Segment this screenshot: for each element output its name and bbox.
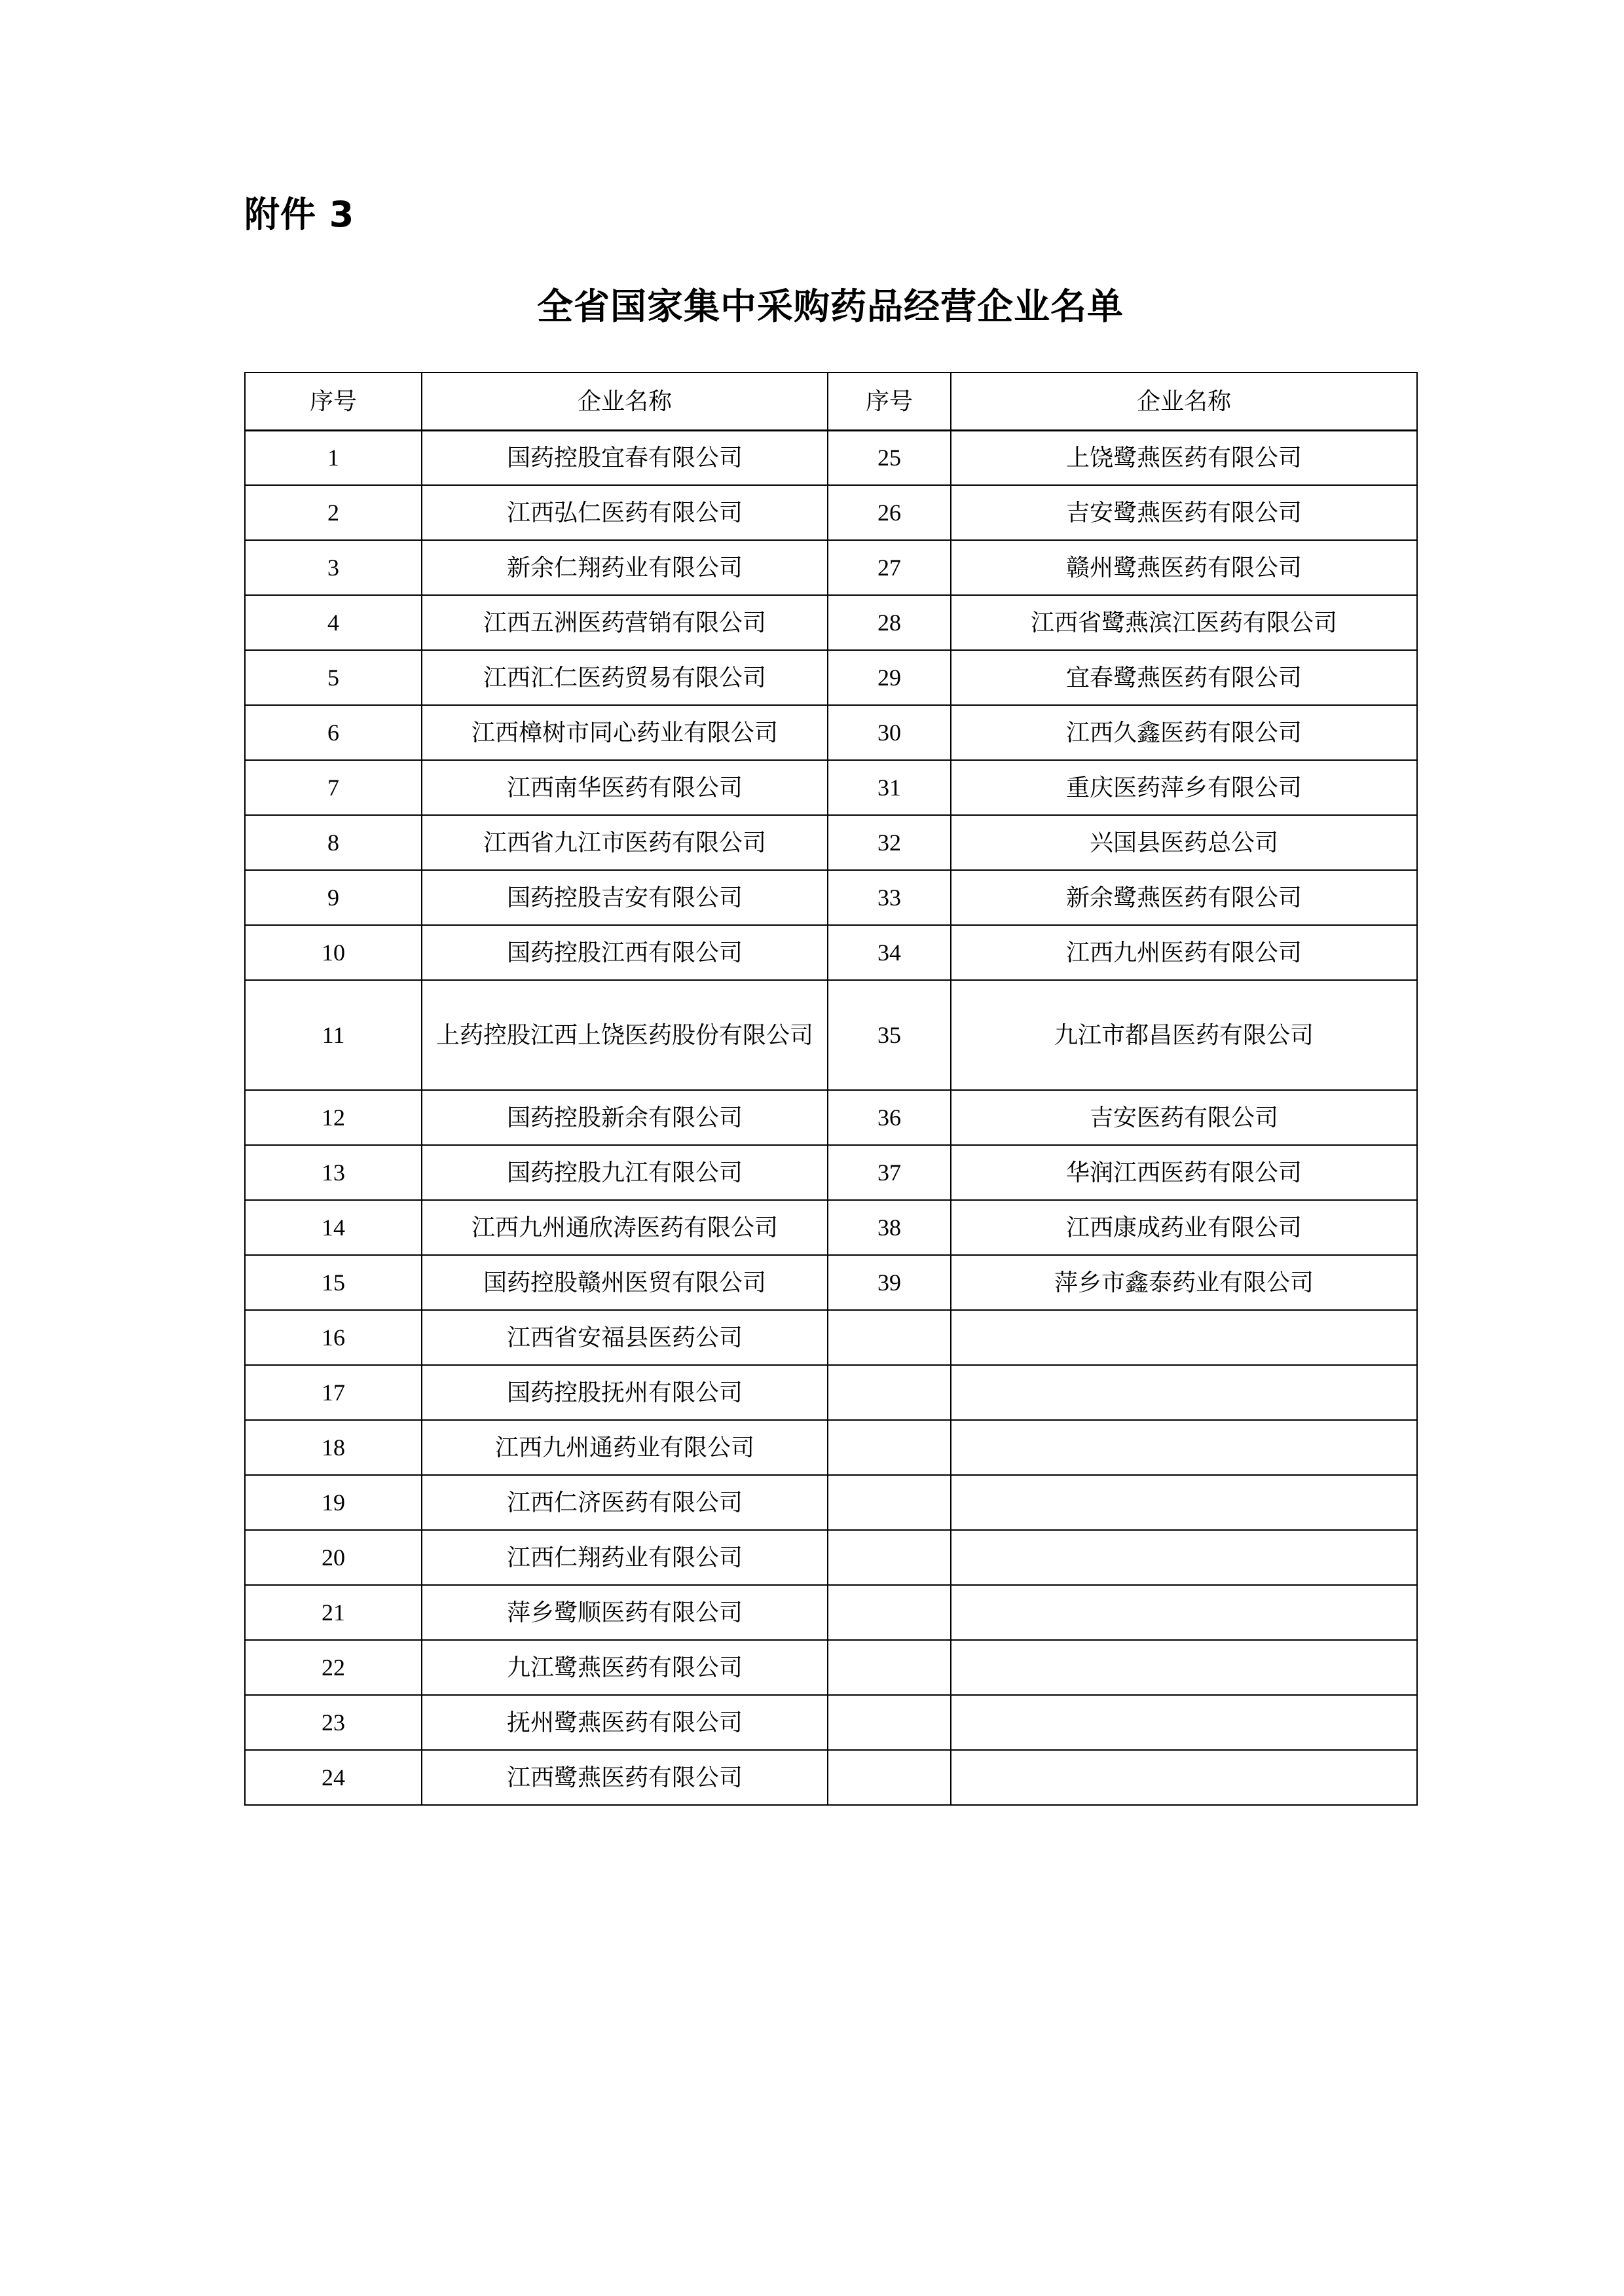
cell-no-left: 3 bbox=[245, 540, 422, 595]
table-row bbox=[245, 1310, 1417, 1365]
cell-no-left: 11 bbox=[245, 980, 422, 1090]
table-row bbox=[245, 925, 1417, 980]
cell-name-left: 江西五洲医药营销有限公司 bbox=[422, 595, 828, 650]
cell-name-left: 江西鹭燕医药有限公司 bbox=[422, 1750, 828, 1805]
cell-no-left: 10 bbox=[245, 925, 422, 980]
cell-name-right: 宜春鹭燕医药有限公司 bbox=[951, 650, 1417, 705]
column-header-name-right: 企业名称 bbox=[951, 373, 1417, 430]
cell-no-left: 22 bbox=[245, 1640, 422, 1695]
cell-name-right: 江西省鹭燕滨江医药有限公司 bbox=[951, 595, 1417, 650]
cell-no-right bbox=[828, 1365, 951, 1420]
cell-no-right: 32 bbox=[828, 815, 951, 870]
table-row bbox=[245, 1420, 1417, 1475]
cell-no-right: 33 bbox=[828, 870, 951, 925]
cell-name-left: 江西省安福县医药公司 bbox=[422, 1310, 828, 1365]
cell-no-right: 27 bbox=[828, 540, 951, 595]
cell-name-left: 江西省九江市医药有限公司 bbox=[422, 815, 828, 870]
cell-no-right bbox=[828, 1420, 951, 1475]
cell-name-right: 九江市都昌医药有限公司 bbox=[951, 980, 1417, 1090]
table-row bbox=[245, 815, 1417, 870]
cell-name-left: 国药控股宜春有限公司 bbox=[422, 430, 828, 485]
cell-no-left: 17 bbox=[245, 1365, 422, 1420]
enterprise-table bbox=[244, 372, 1418, 1806]
cell-name-left: 国药控股抚州有限公司 bbox=[422, 1365, 828, 1420]
cell-no-left: 13 bbox=[245, 1145, 422, 1200]
cell-no-left: 14 bbox=[245, 1200, 422, 1255]
cell-name-left: 江西汇仁医药贸易有限公司 bbox=[422, 650, 828, 705]
column-header-no-right: 序号 bbox=[828, 373, 951, 430]
cell-name-left: 江西南华医药有限公司 bbox=[422, 760, 828, 815]
cell-no-left: 20 bbox=[245, 1530, 422, 1585]
cell-name-right: 江西康成药业有限公司 bbox=[951, 1200, 1417, 1255]
cell-name-right bbox=[951, 1640, 1417, 1695]
cell-name-left: 上药控股江西上饶医药股份有限公司 bbox=[422, 980, 828, 1090]
cell-name-left: 江西仁翔药业有限公司 bbox=[422, 1530, 828, 1585]
cell-no-left: 6 bbox=[245, 705, 422, 760]
cell-no-left: 12 bbox=[245, 1090, 422, 1145]
table-body bbox=[245, 430, 1417, 1805]
cell-no-left: 5 bbox=[245, 650, 422, 705]
table-row bbox=[245, 870, 1417, 925]
cell-no-left: 15 bbox=[245, 1255, 422, 1310]
cell-name-right bbox=[951, 1475, 1417, 1530]
cell-name-right bbox=[951, 1695, 1417, 1750]
cell-name-left: 国药控股九江有限公司 bbox=[422, 1145, 828, 1200]
cell-name-left: 萍乡鹭顺医药有限公司 bbox=[422, 1585, 828, 1640]
cell-name-right: 吉安医药有限公司 bbox=[951, 1090, 1417, 1145]
cell-no-right: 39 bbox=[828, 1255, 951, 1310]
attachment-label: 附件 3 bbox=[244, 194, 355, 235]
cell-no-right: 36 bbox=[828, 1090, 951, 1145]
cell-name-right: 江西久鑫医药有限公司 bbox=[951, 705, 1417, 760]
cell-no-right bbox=[828, 1475, 951, 1530]
cell-name-right: 兴国县医药总公司 bbox=[951, 815, 1417, 870]
cell-name-right bbox=[951, 1420, 1417, 1475]
cell-no-right bbox=[828, 1585, 951, 1640]
table-row bbox=[245, 1530, 1417, 1585]
cell-no-right: 29 bbox=[828, 650, 951, 705]
cell-no-left: 9 bbox=[245, 870, 422, 925]
cell-no-right bbox=[828, 1530, 951, 1585]
cell-no-right: 28 bbox=[828, 595, 951, 650]
cell-no-left: 8 bbox=[245, 815, 422, 870]
cell-no-right bbox=[828, 1310, 951, 1365]
cell-name-left: 国药控股吉安有限公司 bbox=[422, 870, 828, 925]
cell-name-right bbox=[951, 1530, 1417, 1585]
table-row bbox=[245, 1200, 1417, 1255]
enterprise-table-container bbox=[244, 372, 1416, 1806]
cell-name-left: 九江鹭燕医药有限公司 bbox=[422, 1640, 828, 1695]
cell-no-left: 4 bbox=[245, 595, 422, 650]
cell-name-right bbox=[951, 1365, 1417, 1420]
cell-no-left: 21 bbox=[245, 1585, 422, 1640]
table-row bbox=[245, 705, 1417, 760]
table-row bbox=[245, 980, 1417, 1090]
table-row bbox=[245, 650, 1417, 705]
cell-name-right: 重庆医药萍乡有限公司 bbox=[951, 760, 1417, 815]
cell-no-right: 37 bbox=[828, 1145, 951, 1200]
cell-name-right bbox=[951, 1310, 1417, 1365]
cell-no-right bbox=[828, 1695, 951, 1750]
cell-name-left: 江西九州通欣涛医药有限公司 bbox=[422, 1200, 828, 1255]
column-header-name-left: 企业名称 bbox=[422, 373, 828, 430]
cell-no-left: 23 bbox=[245, 1695, 422, 1750]
cell-no-right: 34 bbox=[828, 925, 951, 980]
cell-no-right bbox=[828, 1640, 951, 1695]
cell-name-right: 江西九州医药有限公司 bbox=[951, 925, 1417, 980]
table-row bbox=[245, 1475, 1417, 1530]
table-row bbox=[245, 485, 1417, 540]
page-title: 全省国家集中采购药品经营企业名单 bbox=[536, 285, 1124, 327]
table-row bbox=[245, 760, 1417, 815]
cell-name-left: 国药控股江西有限公司 bbox=[422, 925, 828, 980]
table-row bbox=[245, 1145, 1417, 1200]
cell-no-left: 16 bbox=[245, 1310, 422, 1365]
table-header-row bbox=[245, 373, 1417, 430]
cell-no-right: 26 bbox=[828, 485, 951, 540]
table-row bbox=[245, 1640, 1417, 1695]
cell-name-right: 萍乡市鑫泰药业有限公司 bbox=[951, 1255, 1417, 1310]
cell-no-left: 1 bbox=[245, 430, 422, 485]
table-row bbox=[245, 1365, 1417, 1420]
table-header bbox=[245, 373, 1417, 430]
cell-name-right bbox=[951, 1585, 1417, 1640]
cell-name-left: 江西樟树市同心药业有限公司 bbox=[422, 705, 828, 760]
table-row bbox=[245, 1090, 1417, 1145]
table-row bbox=[245, 595, 1417, 650]
table-row bbox=[245, 540, 1417, 595]
cell-no-right: 31 bbox=[828, 760, 951, 815]
cell-no-left: 19 bbox=[245, 1475, 422, 1530]
cell-no-left: 18 bbox=[245, 1420, 422, 1475]
cell-no-right bbox=[828, 1750, 951, 1805]
table-row bbox=[245, 1750, 1417, 1805]
cell-no-right: 30 bbox=[828, 705, 951, 760]
table-row bbox=[245, 1255, 1417, 1310]
cell-name-right: 上饶鹭燕医药有限公司 bbox=[951, 430, 1417, 485]
cell-name-right: 吉安鹭燕医药有限公司 bbox=[951, 485, 1417, 540]
column-header-no-left: 序号 bbox=[245, 373, 422, 430]
cell-name-left: 国药控股赣州医贸有限公司 bbox=[422, 1255, 828, 1310]
cell-no-right: 35 bbox=[828, 980, 951, 1090]
cell-name-right: 赣州鹭燕医药有限公司 bbox=[951, 540, 1417, 595]
cell-no-left: 7 bbox=[245, 760, 422, 815]
cell-no-left: 24 bbox=[245, 1750, 422, 1805]
cell-name-left: 抚州鹭燕医药有限公司 bbox=[422, 1695, 828, 1750]
cell-name-left: 江西九州通药业有限公司 bbox=[422, 1420, 828, 1475]
cell-name-left: 新余仁翔药业有限公司 bbox=[422, 540, 828, 595]
cell-name-left: 江西弘仁医药有限公司 bbox=[422, 485, 828, 540]
cell-name-left: 国药控股新余有限公司 bbox=[422, 1090, 828, 1145]
cell-no-left: 2 bbox=[245, 485, 422, 540]
table-row bbox=[245, 1695, 1417, 1750]
cell-name-right: 华润江西医药有限公司 bbox=[951, 1145, 1417, 1200]
cell-no-right: 38 bbox=[828, 1200, 951, 1255]
cell-name-left: 江西仁济医药有限公司 bbox=[422, 1475, 828, 1530]
table-row bbox=[245, 430, 1417, 485]
cell-name-right: 新余鹭燕医药有限公司 bbox=[951, 870, 1417, 925]
cell-name-right bbox=[951, 1750, 1417, 1805]
cell-no-right: 25 bbox=[828, 430, 951, 485]
table-row bbox=[245, 1585, 1417, 1640]
